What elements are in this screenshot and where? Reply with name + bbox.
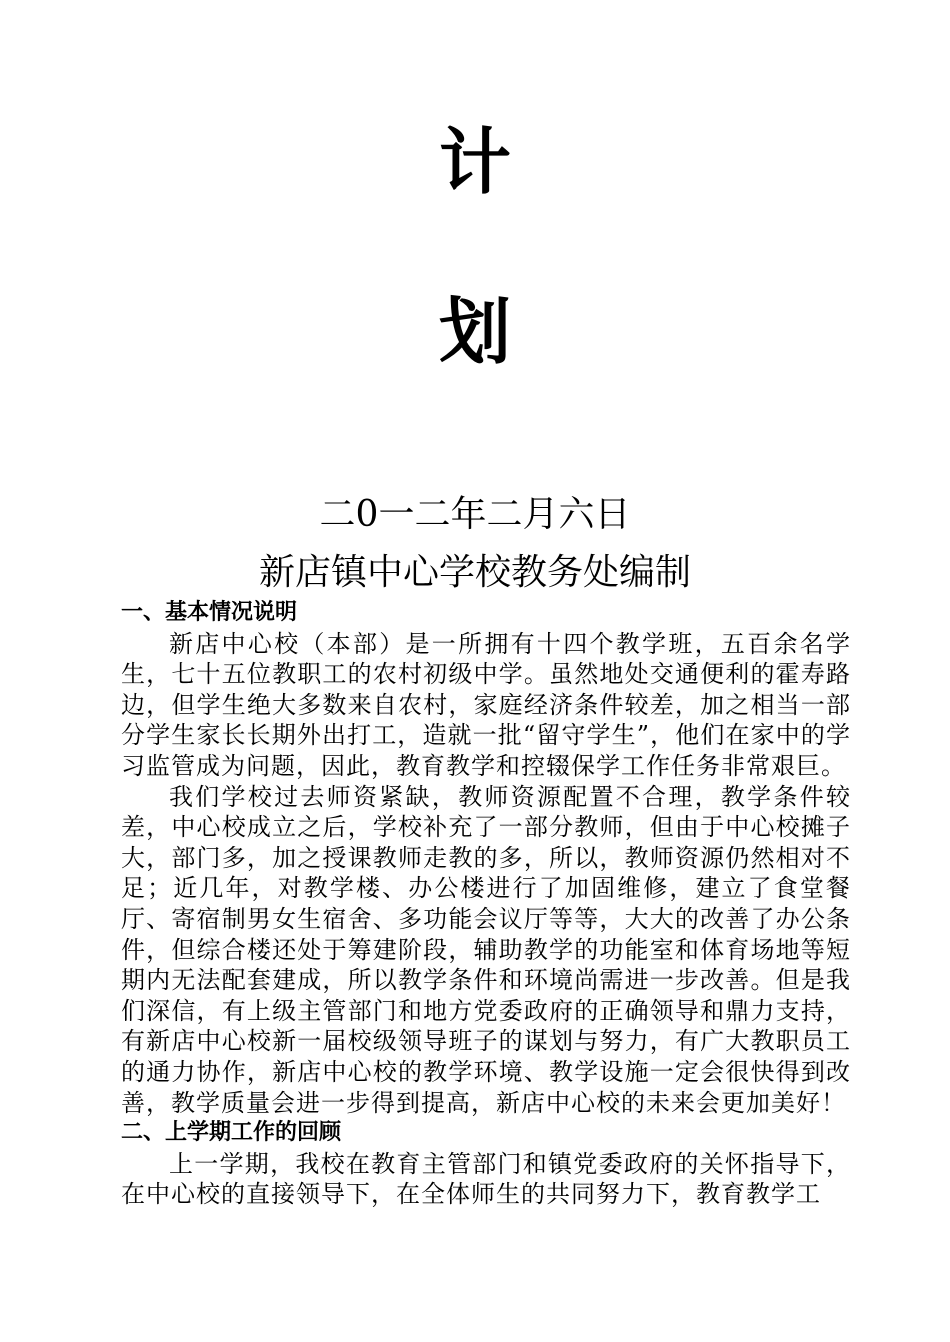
cover-title-char-2: 划 <box>438 290 511 374</box>
body-paragraph: 上一学期，我校在教育主管部门和镇党委政府的关怀指导下，在中心校的直接领导下，在全体师生的共同努力下，教育教学工 <box>121 1149 851 1209</box>
body-paragraph: 新店中心校（本部）是一所拥有十四个教学班，五百余名学生，七十五位教职工的农村初级中学。虽然地处交通便利的霍寿路边，但学生绝大多数来自农村，家庭经济条件较差，加之相当一部分学生家长长期外出打工，造就一批“留守学生”，他们在家中的学习监管成为问题，因此，教育教学和控辍保学工作任务非常艰巨。 <box>121 629 851 780</box>
section-basic-situation <box>121 598 851 1118</box>
section-last-term-review <box>121 1118 851 1210</box>
cover-title-char-1: 计 <box>438 120 511 204</box>
body-paragraph: 我们学校过去师资紧缺，教师资源配置不合理，教学条件较差，中心校成立之后，学校补充了一部分教师，但由于中心校摊子大，部门多，加之授课教师走教的多，所以，教师资源仍然相对不足；近几年，对教学楼、办公楼进行了加固维修，建立了食堂餐厅、寄宿制男女生宿舍、多功能会议厅等等，大大的改善了办公条件，但综合楼还处于筹建阶段，辅助教学的功能室和体育场地等短期内无法配套建成，所以教学条件和环境尚需进一步改善。但是我们深信，有上级主管部门和地方党委政府的正确领导和鼎力支持，有新店中心校新一届校级领导班子的谋划与努力，有广大教职员工的通力协作，新店中心校的教学环境、教学设施一定会很快得到改善，教学质量会进一步得到提高，新店中心校的未来会更加美好！ <box>121 782 851 1117</box>
document-author: 新店镇中心学校教务处编制 <box>258 552 691 593</box>
section-heading: 一、基本情况说明 <box>121 600 298 625</box>
section-heading: 二、上学期工作的回顾 <box>121 1120 342 1146</box>
document-date: 二0一二年二月六日 <box>319 494 631 535</box>
document-body <box>121 598 851 1210</box>
